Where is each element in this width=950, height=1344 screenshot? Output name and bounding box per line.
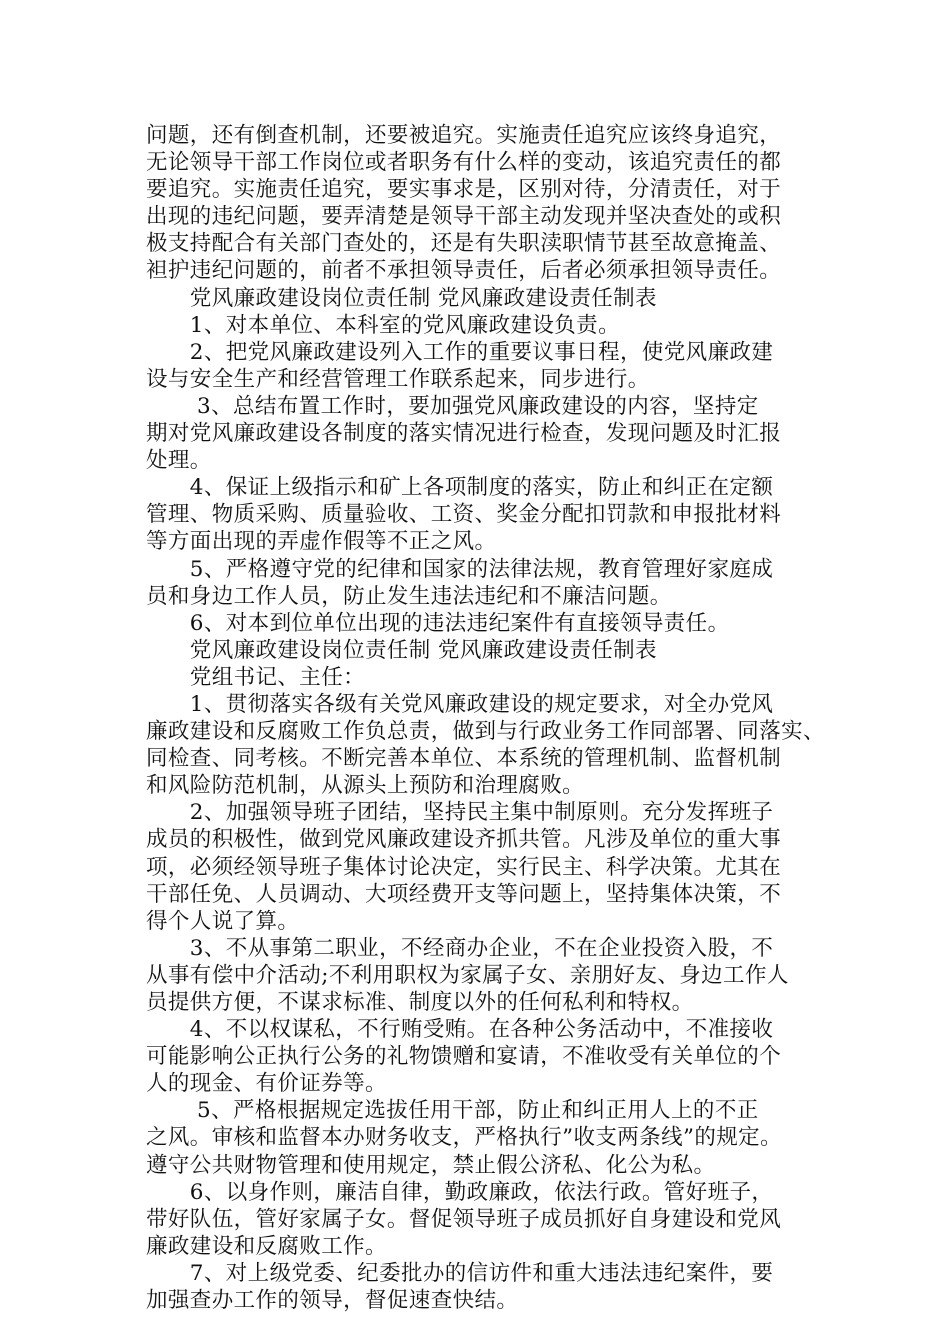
document-body bbox=[146, 122, 826, 1314]
text-line: 要追究。实施责任追究，要实事求是，区别对待，分清责任，对于 bbox=[146, 177, 782, 203]
text-line: 遵守公共财物管理和使用规定，禁止假公济私、化公为私。 bbox=[146, 1152, 716, 1178]
text-line: 从事有偿中介活动;不利用职权为家属子女、亲朋好友、身边工作人 bbox=[146, 962, 789, 988]
text-line: 期对党风廉政建设各制度的落实情况进行检查，发现问题及时汇报 bbox=[146, 421, 782, 447]
text-line: 2、加强领导班子团结，坚持民主集中制原则。充分发挥班子 bbox=[146, 800, 774, 826]
text-line: 5、严格遵守党的纪律和国家的法律法规，教育管理好家庭成 bbox=[146, 556, 774, 582]
text-line: 无论领导干部工作岗位或者职务有什么样的变动，该追究责任的都 bbox=[146, 150, 782, 176]
text-line: 1、对本单位、本科室的党风廉政建设负责。 bbox=[146, 312, 620, 338]
text-line: 加强查办工作的领导，督促速查快结。 bbox=[146, 1288, 519, 1314]
text-line: 廉政建设和反腐败工作负总责，做到与行政业务工作同部署、同落实、 bbox=[146, 719, 825, 745]
text-line: 党风廉政建设岗位责任制 党风廉政建设责任制表 bbox=[146, 285, 657, 311]
text-line: 同检查、同考核。不断完善本单位、本系统的管理机制、监督机制 bbox=[146, 746, 782, 772]
text-line: 之风。审核和监督本办财务收支，严格执行”收支两条线”的规定。 bbox=[146, 1125, 782, 1151]
text-line: 和风险防范机制，从源头上预防和治理腐败。 bbox=[146, 773, 585, 799]
text-line: 7、对上级党委、纪委批办的信访件和重大违法违纪案件，要 bbox=[146, 1260, 774, 1286]
text-line: 5、严格根据规定选拔任用干部，防止和纠正用人上的不正 bbox=[146, 1098, 759, 1124]
text-line: 等方面出现的弄虚作假等不正之风。 bbox=[146, 529, 497, 555]
text-line: 极支持配合有关部门查处的，还是有失职渎职情节甚至故意掩盖、 bbox=[146, 231, 782, 257]
text-line: 袒护违纪问题的，前者不承担领导责任，后者必须承担领导责任。 bbox=[146, 258, 782, 284]
text-line: 带好队伍，管好家属子女。督促领导班子成员抓好自身建设和党风 bbox=[146, 1206, 782, 1232]
text-line: 管理、物质采购、质量验收、工资、奖金分配扣罚款和申报批材料 bbox=[146, 502, 782, 528]
text-line: 2、把党风廉政建设列入工作的重要议事日程，使党风廉政建 bbox=[146, 339, 774, 365]
text-line: 可能影响公正执行公务的礼物馈赠和宴请，不准收受有关单位的个 bbox=[146, 1044, 782, 1070]
text-line: 员和身边工作人员，防止发生违法违纪和不廉洁问题。 bbox=[146, 583, 672, 609]
text-line: 4、不以权谋私，不行贿受贿。在各种公务活动中，不准接收 bbox=[146, 1017, 774, 1043]
text-line: 廉政建设和反腐败工作。 bbox=[146, 1233, 387, 1259]
text-line: 6、对本到位单位出现的违法违纪案件有直接领导责任。 bbox=[146, 610, 730, 636]
text-line: 出现的违纪问题，要弄清楚是领导干部主动发现并坚决查处的或积 bbox=[146, 204, 782, 230]
text-line: 6、以身作则，廉洁自律，勤政廉政，依法行政。管好班子， bbox=[146, 1179, 774, 1205]
text-line: 3、不从事第二职业，不经商办企业，不在企业投资入股，不 bbox=[146, 935, 774, 961]
text-line: 1、贯彻落实各级有关党风廉政建设的规定要求，对全办党风 bbox=[146, 691, 774, 717]
text-line: 成员的积极性，做到党风廉政建设齐抓共管。凡涉及单位的重大事 bbox=[146, 827, 782, 853]
text-line: 人的现金、有价证券等。 bbox=[146, 1071, 387, 1097]
text-line: 员提供方便，不谋求标准、制度以外的任何私利和特权。 bbox=[146, 990, 694, 1015]
text-line: 处理。 bbox=[146, 448, 212, 474]
text-line: 3、总结布置工作时，要加强党风廉政建设的内容，坚持定 bbox=[146, 393, 759, 419]
text-line: 4、保证上级指示和矿上各项制度的落实，防止和纠正在定额 bbox=[146, 475, 774, 501]
text-line: 设与安全生产和经营管理工作联系起来，同步进行。 bbox=[146, 366, 650, 392]
text-line: 党风廉政建设岗位责任制 党风廉政建设责任制表 bbox=[146, 637, 657, 663]
text-line: 问题，还有倒查机制，还要被追究。实施责任追究应该终身追究， bbox=[146, 123, 782, 148]
text-line: 党组书记、主任： bbox=[146, 664, 366, 690]
text-line: 干部任免、人员调动、大项经费开支等问题上，坚持集体决策，不 bbox=[146, 881, 782, 907]
text-line: 得个人说了算。 bbox=[146, 908, 300, 934]
text-line: 项，必须经领导班子集体讨论决定，实行民主、科学决策。尤其在 bbox=[146, 854, 782, 880]
